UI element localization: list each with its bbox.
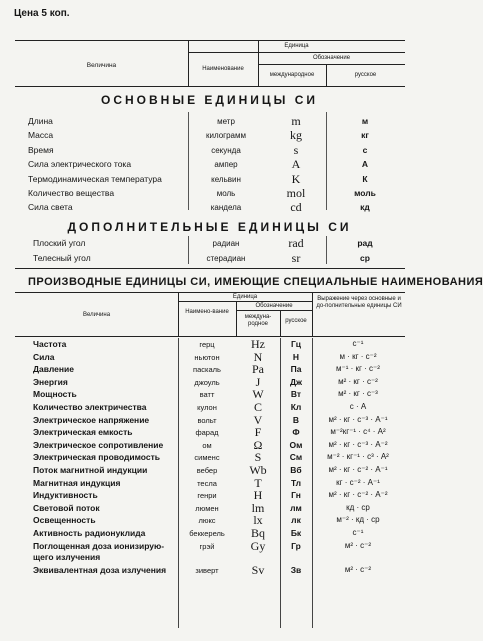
table-row — [0, 402, 419, 415]
unit-name-cell: герц — [199, 340, 215, 349]
international-symbol-cell: Pa — [252, 362, 264, 377]
international-symbol-cell: C — [253, 400, 262, 414]
russian-symbol-cell: м — [361, 116, 369, 126]
quantity-cell: Давление — [33, 364, 74, 375]
russian-symbol-cell: Кл — [290, 402, 302, 412]
rule — [178, 338, 179, 628]
unit-name-cell: ампер — [214, 160, 238, 170]
quantity-cell: Время — [28, 144, 54, 155]
rule — [236, 310, 312, 311]
table-row — [0, 452, 419, 465]
quantity-cell: Электрическое напряжение — [33, 414, 150, 425]
si-expression-cell: м² · кг · с⁻² · А⁻² — [328, 490, 388, 500]
unit-name-cell: генри — [197, 491, 217, 501]
unit-name-cell: кельвин — [211, 174, 241, 184]
table-row — [0, 389, 419, 402]
russian-symbol-cell: Гр — [291, 540, 301, 551]
international-symbol-cell: rad — [288, 236, 304, 250]
si-expression-cell: м² · с⁻² — [344, 564, 372, 574]
international-symbol-cell: V — [253, 412, 263, 427]
table-row — [0, 437, 419, 453]
russian-symbol-cell: моль — [354, 188, 376, 198]
table-row — [0, 374, 419, 390]
table-row — [0, 465, 419, 478]
unit-name-cell: люкс — [198, 516, 216, 526]
russian-symbol-cell: лк — [291, 515, 301, 526]
russian-symbol-cell: Вт — [290, 389, 302, 400]
rule — [188, 112, 189, 210]
unit-name-cell: сименс — [194, 453, 220, 463]
russian-symbol-cell: кг — [361, 130, 369, 141]
quantity-cell: Сила — [33, 351, 55, 362]
international-symbol-cell: Wb — [249, 463, 267, 477]
quantity-cell: Эквивалентная доза излучения — [33, 564, 167, 575]
unit-name-cell: моль — [216, 189, 236, 198]
quantity-cell: Поток магнитной индукции — [33, 465, 148, 475]
si-expression-cell: м · кг · с⁻² — [339, 351, 377, 361]
rule — [326, 112, 327, 210]
table-row — [0, 250, 419, 267]
rule — [15, 268, 405, 269]
russian-symbol-cell: рад — [357, 238, 373, 248]
table-row — [0, 562, 419, 578]
table-row — [0, 188, 419, 202]
russian-symbol-cell: А — [361, 159, 369, 170]
russian-symbol-cell: Ом — [289, 439, 303, 450]
unit-header: Единица — [284, 43, 309, 49]
international-symbol-cell: S — [254, 450, 262, 465]
international-symbol-cell: Sv — [251, 562, 265, 577]
unit-name-cell: ом — [202, 440, 212, 450]
russian-symbol-cell: с — [362, 144, 368, 155]
rule — [178, 301, 312, 302]
quantity-cell: Количество электричества — [33, 402, 147, 412]
russian-symbol-cell: См — [289, 452, 303, 463]
international-symbol-cell: N — [253, 349, 263, 364]
rule — [258, 64, 405, 65]
russian-symbol-cell: В — [292, 414, 300, 425]
quantity-cell: Магнитная индукция — [33, 477, 121, 488]
quantity-cell: Поглощенная доза ионизирую-щего излучения — [33, 540, 165, 562]
international-symbol-cell: Bq — [250, 526, 265, 540]
unit-name-cell: кандела — [210, 203, 242, 213]
russian-symbol-cell: лм — [290, 502, 302, 513]
international-header: междуна-родное — [244, 314, 272, 327]
international-symbol-cell: mol — [286, 186, 306, 200]
quantity-cell: Активность радионуклида — [33, 528, 146, 538]
russian-symbol-cell: Гн — [291, 490, 301, 501]
international-symbol-cell: W — [252, 387, 264, 402]
international-symbol-cell: kg — [290, 128, 302, 143]
si-expression-cell: м² · кг · с⁻³ · А⁻¹ — [328, 414, 388, 424]
si-expression-cell: м² · кг · с⁻² · А⁻¹ — [328, 465, 388, 474]
unit-name-cell: ньютон — [194, 352, 220, 362]
si-expression-cell: м⁻² · кг⁻¹ · с³ · А² — [327, 452, 389, 462]
international-symbol-cell: lx — [253, 513, 263, 528]
quantity-cell: Телесный угол — [33, 252, 91, 263]
table-row — [0, 490, 419, 503]
russian-symbol-cell: ср — [360, 252, 370, 263]
russian-symbol-cell: Тл — [290, 477, 302, 488]
quantity-cell: Электрическое сопротивление — [33, 439, 164, 450]
table-row — [0, 202, 419, 216]
quantity-cell: Длина — [28, 116, 53, 126]
designation-header: Обозначение — [255, 303, 293, 309]
table-row — [0, 142, 419, 159]
quantity-cell: Сила света — [28, 202, 73, 213]
expression-header: Выражение через основные и до-полнительные единицы СИ — [316, 296, 402, 309]
si-expression-cell: кг · с⁻² · А⁻¹ — [336, 477, 380, 487]
unit-name-cell: килограмм — [206, 131, 246, 141]
rule — [312, 292, 313, 336]
si-expression-cell: м⁻¹ · кг · с⁻² — [336, 364, 380, 374]
rule — [15, 86, 405, 87]
international-symbol-cell: T — [254, 475, 262, 490]
table-row — [0, 364, 419, 377]
table-row — [0, 500, 419, 516]
quantity-cell: Электрическая проводимость — [33, 452, 160, 463]
table-row — [0, 116, 419, 130]
si-expression-cell: м² · кг · с⁻³ — [338, 389, 378, 399]
quantity-cell: Световой поток — [33, 502, 100, 513]
unit-name-cell: ватт — [199, 390, 215, 400]
international-symbol-cell: J — [255, 374, 261, 389]
rule — [15, 336, 405, 337]
table-row — [0, 238, 419, 252]
russian-symbol-cell: К — [362, 173, 368, 184]
si-expression-cell: м⁻² · кд · ср — [336, 515, 380, 525]
international-symbol-cell: Gy — [250, 538, 266, 553]
table-row — [0, 427, 419, 440]
table-row — [0, 412, 419, 428]
unit-name-cell: вебер — [196, 466, 218, 475]
table-row — [0, 528, 419, 541]
unit-name-cell: грэй — [199, 541, 215, 551]
rule — [280, 338, 281, 628]
unit-name-cell: радиан — [212, 239, 240, 248]
rule — [15, 40, 405, 41]
international-symbol-cell: m — [291, 114, 301, 128]
international-symbol-cell: sr — [291, 250, 301, 265]
international-symbol-cell: s — [293, 142, 299, 157]
name-header: Наименование — [202, 66, 244, 72]
table-row — [0, 130, 419, 144]
international-symbol-cell: A — [291, 157, 301, 172]
quantity-cell: Мощность — [33, 389, 77, 400]
unit-name-cell: фарад — [195, 428, 219, 438]
quantity-cell: Термодинамическая температура — [28, 173, 162, 184]
unit-header: Единица — [232, 294, 258, 300]
russian-symbol-cell: Зв — [290, 564, 302, 575]
russian-symbol-cell: Гц — [290, 339, 302, 349]
unit-name-cell: кулон — [197, 403, 217, 412]
table-row — [0, 515, 419, 528]
russian-symbol-cell: Н — [292, 351, 300, 362]
si-expression-cell: с⁻¹ — [352, 339, 364, 348]
section-extra-title: ДОПОЛНИТЕЛЬНЫЕ ЕДИНИЦЫ СИ — [67, 220, 352, 234]
quantity-cell: Плоский угол — [33, 238, 86, 248]
quantity-cell: Сила электрического тока — [28, 159, 132, 170]
table-row — [0, 349, 419, 365]
russian-symbol-cell: Бк — [290, 528, 302, 538]
table-row — [0, 171, 419, 188]
quantity-cell: Энергия — [33, 376, 68, 387]
si-expression-cell: с⁻¹ — [352, 528, 364, 537]
unit-name-cell: тесла — [197, 478, 217, 488]
quantity-cell: Частота — [33, 339, 67, 349]
russian-symbol-cell: Ф — [292, 427, 300, 438]
unit-name-cell: беккерель — [189, 529, 225, 538]
unit-name-cell: вольт — [197, 415, 217, 425]
table-row — [0, 475, 419, 491]
unit-name-cell: люмен — [195, 503, 219, 513]
name-header: Наимено-вание — [185, 309, 229, 315]
russian-symbol-cell: Дж — [289, 376, 303, 387]
quantity-cell: Индуктивность — [33, 490, 98, 501]
table2-title: ПРОИЗВОДНЫЕ ЕДИНИЦЫ СИ, ИМЕЮЩИЕ СПЕЦИАЛЬНЫЕ НАИМЕНОВАНИЯ — [28, 276, 483, 288]
international-header: международное — [269, 72, 315, 78]
quantity-header: Величина — [82, 312, 111, 318]
quantity-cell: Количество вещества — [28, 188, 115, 198]
quantity-cell: Масса — [28, 130, 54, 141]
international-symbol-cell: F — [254, 425, 262, 440]
international-symbol-cell: lm — [251, 500, 265, 515]
section-basic-title: ОСНОВНЫЕ ЕДИНИЦЫ СИ — [100, 93, 319, 107]
unit-name-cell: секунда — [211, 145, 241, 155]
si-expression-cell: кд · ср — [346, 502, 370, 512]
si-expression-cell: м² · кг · с⁻³ · А⁻² — [328, 439, 388, 449]
unit-name-cell: паскаль — [193, 365, 221, 375]
russian-symbol-cell: кд — [360, 202, 370, 213]
unit-name-cell: метр — [217, 117, 235, 126]
si-expression-cell: м² · кг · с⁻² — [338, 376, 378, 386]
si-expression-cell: м² · с⁻² — [344, 540, 372, 550]
russian-symbol-cell: Па — [290, 364, 302, 375]
unit-name-cell: стерадиан — [206, 253, 246, 263]
russian-symbol-cell: Вб — [290, 465, 302, 475]
quantity-cell: Освещенность — [33, 515, 96, 526]
si-expression-cell: м⁻²кг⁻¹ · с⁴ · А² — [330, 427, 386, 437]
rule — [326, 236, 327, 264]
russian-header: русское — [354, 72, 377, 78]
international-symbol-cell: Hz — [251, 337, 265, 351]
unit-name-cell: зиверт — [195, 565, 219, 575]
si-expression-cell: с · А — [349, 402, 367, 411]
quantity-header: Величина — [86, 62, 117, 69]
rule — [188, 236, 189, 264]
russian-header: русское — [285, 318, 307, 324]
price-label: Цена 5 коп. — [14, 8, 70, 19]
rule — [188, 52, 405, 53]
international-symbol-cell: K — [291, 171, 301, 186]
table-row — [0, 159, 419, 173]
unit-name-cell: джоуль — [194, 377, 220, 387]
designation-header: Обозначение — [312, 55, 351, 61]
international-symbol-cell: Ω — [253, 437, 263, 452]
rule — [15, 292, 405, 293]
quantity-cell: Электрическая емкость — [33, 427, 133, 438]
international-symbol-cell: H — [253, 488, 263, 503]
international-symbol-cell: cd — [290, 200, 302, 215]
rule — [312, 338, 313, 628]
table-row — [0, 339, 419, 352]
table-row — [0, 538, 419, 562]
